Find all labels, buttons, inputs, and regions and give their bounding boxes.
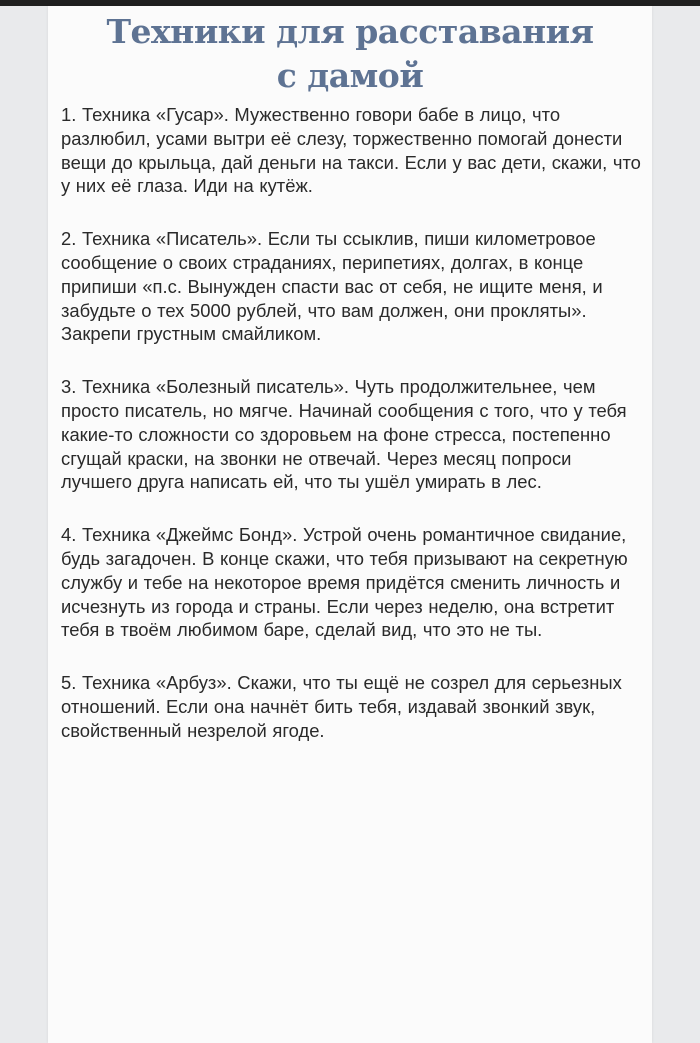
section-2: 2. Техника «Писатель». Если ты ссыклив, пиши километровое сообщение о своих страданиях, перипетиях, долгах, в конце припиши «п.с. Вынужден спасти вас от себя, не ищите меня, и забудьте о тех 5000 рублей, что вам должен, они прокляты». Закрепи грустным смайликом. — [61, 228, 603, 345]
document-page — [48, 6, 652, 1043]
section-3: 3. Техника «Болезный писатель». Чуть продолжительнее, чем просто писатель, но мягче. Начинай сообщения с того, что у тебя какие-то сложности со здоровьем на фоне стресса, постепенно сгущай краски, на звонки не отвечай. Через месяц попроси лучшего друга написать ей, что ты ушёл умирать в лес. — [61, 376, 627, 493]
title-line-2: с дамой — [276, 56, 424, 95]
document-title — [48, 10, 652, 98]
section-5: 5. Техника «Арбуз». Скажи, что ты ещё не созрел для серьезных отношений. Если она начнёт бить тебя, издавай звонкий звук, свойственный незрелой ягоде. — [61, 672, 622, 741]
title-line-1: Техники для расставания — [106, 12, 594, 51]
sections-list — [61, 103, 645, 772]
section-1: 1. Техника «Гусар». Мужественно говори бабе в лицо, что разлюбил, усами вытри её слезу, торжественно помогай донести вещи до крыльца, дай деньги на такси. Если у вас дети, скажи, что у них её глаза. Иди на кутёж. — [61, 104, 641, 197]
section-4: 4. Техника «Джеймс Бонд». Устрой очень романтичное свидание, будь загадочен. В конце скажи, что тебя призывают на секретную службу и тебе на некоторое время придётся сменить личность и исчезнуть из города и страны. Если через неделю, она встретит тебя в твоём любимом баре, сделай вид, что это не ты. — [61, 524, 628, 641]
